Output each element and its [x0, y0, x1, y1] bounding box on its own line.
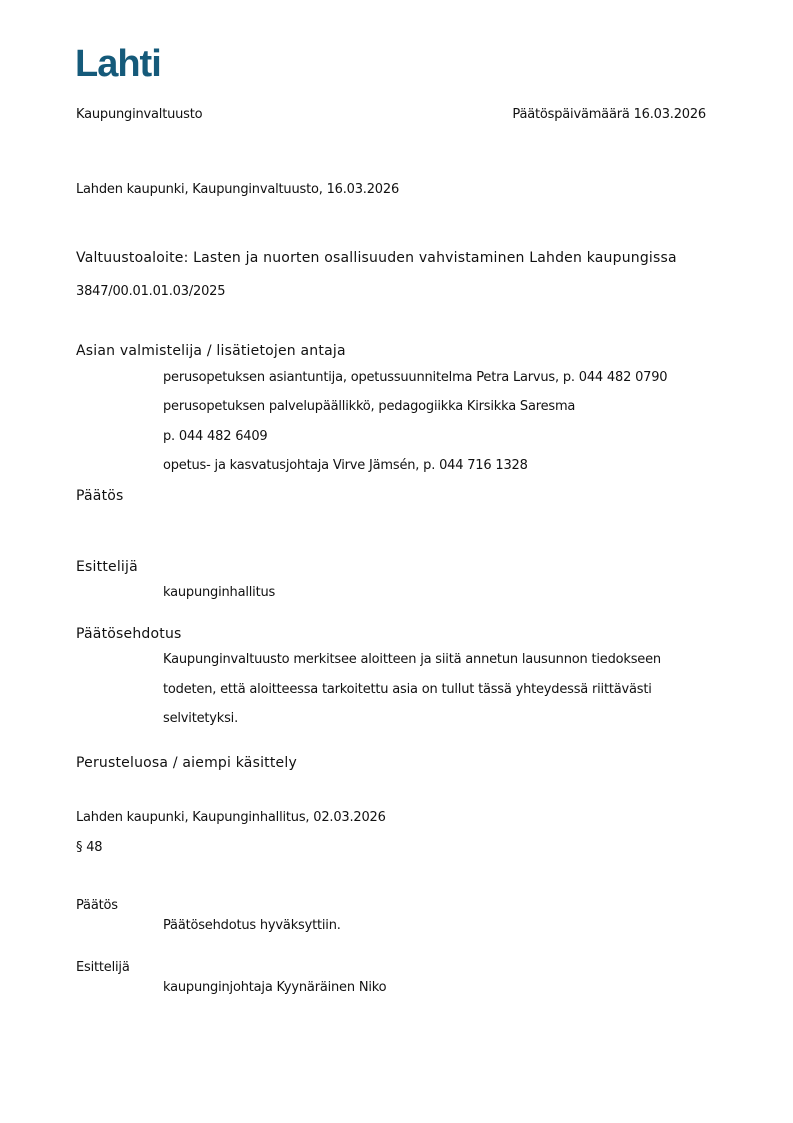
preparers-heading: Asian valmistelija / lisätietojen antaja: [76, 343, 346, 359]
proposal-line: Kaupunginvaltuusto merkitsee aloitteen ja siitä annetun lausunnon tiedokseen: [163, 652, 661, 667]
rationale-heading: Perusteluosa / aiempi käsittely: [76, 755, 297, 771]
preparer-line: opetus- ja kasvatusjohtaja Virve Jämsén, p. 044 716 1328: [163, 458, 528, 473]
previous-decision-heading: Päätös: [76, 898, 118, 913]
previous-decision-value: Päätösehdotus hyväksyttiin.: [163, 918, 341, 933]
preparer-line: p. 044 482 6409: [163, 429, 268, 444]
decision-date: Päätöspäivämäärä 16.03.2026: [512, 107, 706, 122]
proposal-line: todeten, että aloitteessa tarkoitettu asia on tullut tässä yhteydessä riittävästi: [163, 682, 652, 697]
preparer-line: perusopetuksen asiantuntija, opetussuunnitelma Petra Larvus, p. 044 482 0790: [163, 370, 668, 385]
case-id: 3847/00.01.01.03/2025: [76, 284, 226, 299]
decision-heading: Päätös: [76, 488, 124, 504]
proposal-line: selvitetyksi.: [163, 711, 239, 726]
document-title: Valtuustoaloite: Lasten ja nuorten osallisuuden vahvistaminen Lahden kaupungissa: [76, 250, 677, 266]
body-name: Kaupunginvaltuusto: [76, 107, 203, 122]
proposal-heading: Päätösehdotus: [76, 626, 182, 642]
section-number: § 48: [76, 840, 103, 855]
meeting-line: Lahden kaupunki, Kaupunginvaltuusto, 16.03.2026: [76, 182, 400, 197]
previous-presenter-heading: Esittelijä: [76, 960, 130, 975]
preparer-line: perusopetuksen palvelupäällikkö, pedagogiikka Kirsikka Saresma: [163, 399, 576, 414]
presenter-value: kaupunginhallitus: [163, 585, 276, 600]
previous-meeting-line: Lahden kaupunki, Kaupunginhallitus, 02.03.2026: [76, 810, 386, 825]
previous-presenter-value: kaupunginjohtaja Kyynäräinen Niko: [163, 980, 387, 995]
lahti-logo: Lahti: [75, 43, 161, 85]
presenter-heading: Esittelijä: [76, 559, 138, 575]
